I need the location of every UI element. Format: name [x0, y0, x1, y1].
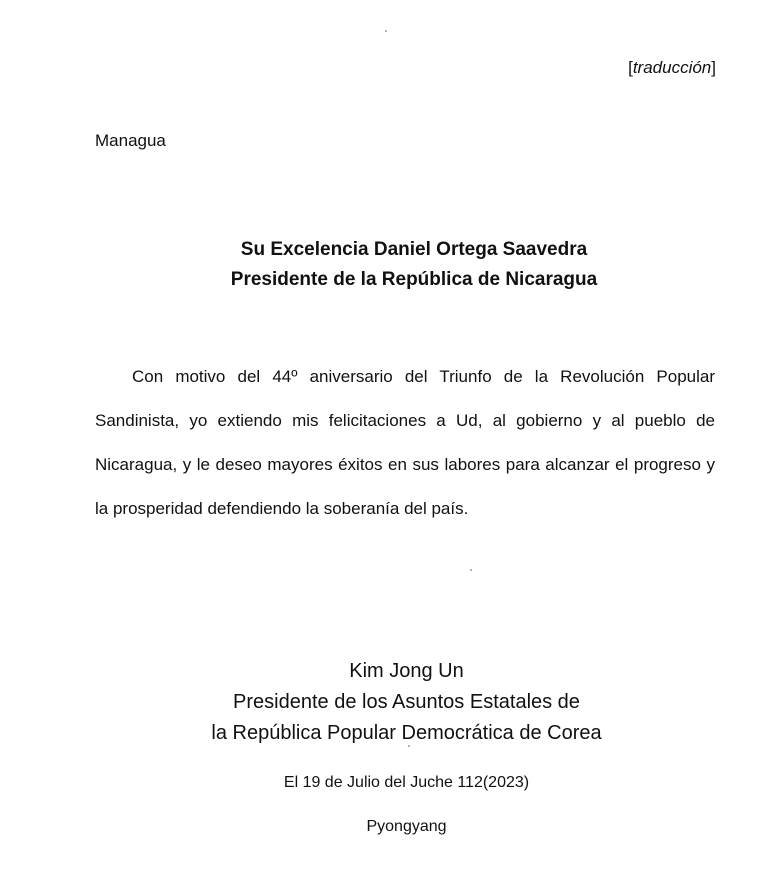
translation-note-close-bracket: ]: [711, 58, 716, 77]
city-line: Managua: [95, 131, 166, 150]
signature-block: [0, 656, 783, 749]
body-paragraph: Con motivo del 44º aniversario del Triunfo de la Revolución Popular Sandinista, yo extiendo mis felicitaciones a Ud, al gobierno y al pueblo de Nicaragua, y le deseo mayores éxitos en sus labores para alcanzar el progreso y la prosperidad defendiendo la soberanía del país.: [95, 367, 715, 518]
scan-speck: [408, 745, 410, 747]
place-text: Pyongyang: [366, 818, 447, 835]
signatory-title-line1: Presidente de los Asuntos Estatales de: [233, 691, 580, 713]
letter-body: [95, 355, 715, 531]
translation-note-text: traducción: [632, 58, 712, 77]
addressee-block: [0, 235, 783, 295]
translation-note-open-bracket: [: [628, 58, 633, 77]
place-line: [0, 818, 783, 836]
signatory-name: Kim Jong Un: [349, 660, 464, 682]
signatory-title-line2: la República Popular Democrática de Corea: [211, 722, 602, 744]
addressee-title: Presidente de la República de Nicaragua: [230, 269, 598, 290]
date-line: [0, 774, 783, 792]
scan-speck: [385, 30, 387, 32]
scan-speck: [470, 569, 472, 571]
translation-note: [628, 58, 716, 78]
date-text: El 19 de Julio del Juche 112(2023): [283, 774, 530, 791]
addressee-name: Su Excelencia Daniel Ortega Saavedra: [240, 239, 588, 260]
